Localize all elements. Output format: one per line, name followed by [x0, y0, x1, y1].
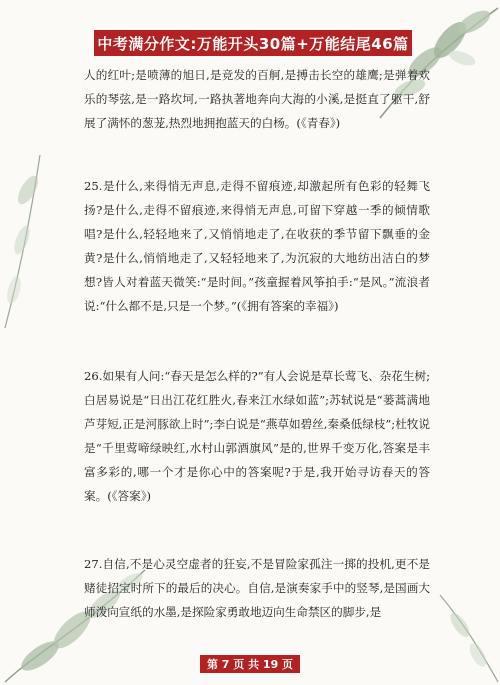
paragraph-27: 27.自信,不是心灵空虚者的狂妄,不是冒险家孤注一掷的投机,更不是赌徒招宝时所下的最后的决心。自信,是演奏家手中的竖琴,是国画大师泼向宣纸的水墨,是探险家勇敢地迈向生命禁区的脚步,是 — [84, 557, 430, 619]
paragraph-25: 25.是什么,来得悄无声息,走得不留痕迹,却激起所有色彩的轻舞飞扬?是什么,走得不留痕迹,来得悄无声息,可留下穿越一季的倾情歌唱?是什么,轻轻地来了,又悄悄地走了,在收获的季节留下飘垂的金黄?是什么,悄悄地走了,又轻轻地来了,为沉寂的大地纺出洁白的梦想?皆人对着蓝天微笑:“是时间。”孩童握着风筝拍手:“是风。”流浪者说:“什么都不是,只是一个梦。”(《拥有答案的幸福》) — [84, 179, 430, 313]
paragraph-26: 26.如果有人问:“春天是怎么样的?”有人会说是草长莺飞、杂花生树;白居易说是“日出江花红胜火,春来江水绿如蓝”;苏轼说是“蒌蒿满地芦芽短,正是河豚欲上时”;李白说是“燕草如碧丝,秦桑低绿枝”;杜牧说是“千里莺啼绿映红,水村山郭酒旗风”是的,世界千变万化,答案是丰富多彩的,哪一个才是你心中的答案呢?于是,我开始寻访春天的答案。(《答案》) — [84, 369, 430, 503]
page-number-badge — [200, 655, 300, 673]
page-number-label: 第 7 页 共 19 页 — [206, 658, 294, 671]
leaf-decoration-bottom-right — [420, 590, 500, 685]
document-title: 中考满分作文:万能开头30篇+万能结尾46篇 — [97, 34, 409, 53]
leaf-decoration-left — [0, 150, 60, 330]
paragraph-24-continuation: 人的红叶;是喷薄的旭日,是竞发的百舸,是搏击长空的雄鹰;是弹着欢乐的琴弦,是一路坎坷,一路执著地奔向大海的小溪,是挺直了躯干,舒展了满怀的葱茏,热烈地拥抱蓝天的白杨。(《青春》) — [84, 68, 430, 130]
essay-excerpts — [84, 63, 430, 624]
document-title-banner — [94, 30, 412, 56]
